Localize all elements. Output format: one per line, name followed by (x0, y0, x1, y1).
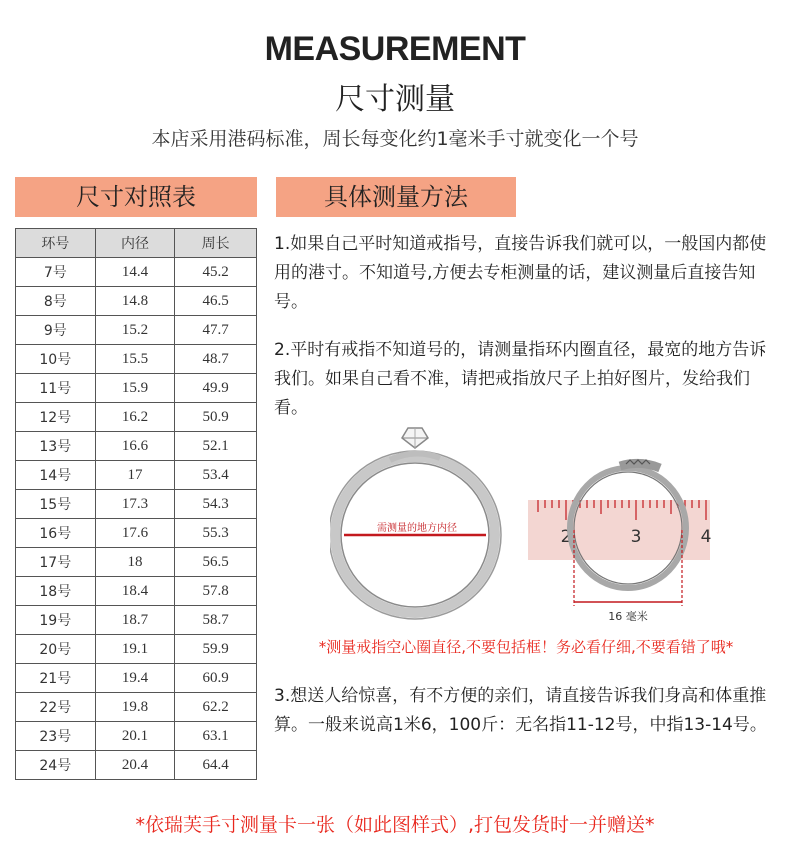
ring-size-cell: 9号 (16, 316, 96, 345)
circumference-cell: 49.9 (175, 374, 257, 403)
ring-size-cell: 24号 (16, 751, 96, 780)
inner-diameter-cell: 16.6 (95, 432, 175, 461)
column-header-ring-size: 环号 (16, 229, 96, 258)
column-header-circumference: 周长 (175, 229, 257, 258)
method-step-2: 2.平时有戒指不知道号的，请测量指环内圈直径，最宽的地方告诉我们。如果自己看不准，请把戒指放尺子上拍好图片，发给我们看。 (274, 340, 767, 418)
ring-size-cell: 12号 (16, 403, 96, 432)
ring-size-cell: 19号 (16, 606, 96, 635)
ring-size-cell: 10号 (16, 345, 96, 374)
circumference-cell: 56.5 (175, 548, 257, 577)
method-step-3: 3.想送人给惊喜，有不方便的亲们，请直接告诉我们身高和体重推算。一般来说高1米6，100斤：无名指11-12号，中指13-14号。 (274, 686, 767, 735)
page-title: MEASUREMENT (264, 30, 526, 68)
ring-size-cell: 18号 (16, 577, 96, 606)
inner-diameter-cell: 17.3 (95, 490, 175, 519)
ring-size-cell: 17号 (16, 548, 96, 577)
table-row (16, 577, 257, 606)
ring-size-cell: 7号 (16, 258, 96, 287)
inner-diameter-cell: 14.4 (95, 258, 175, 287)
circumference-cell: 52.1 (175, 432, 257, 461)
inner-diameter-cell: 16.2 (95, 403, 175, 432)
table-row (16, 722, 257, 751)
inner-diameter-cell: 14.8 (95, 287, 175, 316)
circumference-cell: 64.4 (175, 751, 257, 780)
ring-size-cell: 20号 (16, 635, 96, 664)
circumference-cell: 55.3 (175, 519, 257, 548)
inner-diameter-cell: 17 (95, 461, 175, 490)
gift-card-note: *依瑞芙手寸测量卡一张（如此图样式）,打包发货时一并赠送* (135, 814, 655, 836)
ring-size-cell: 23号 (16, 722, 96, 751)
table-row (16, 403, 257, 432)
ruler-measure-label: 16 毫米 (608, 610, 648, 623)
table-row (16, 345, 257, 374)
table-row (16, 635, 257, 664)
ring-size-cell: 14号 (16, 461, 96, 490)
ring-size-cell: 22号 (16, 693, 96, 722)
inner-diameter-cell: 17.6 (95, 519, 175, 548)
method-step-1: 1.如果自己平时知道戒指号，直接告诉我们就可以，一般国内都使用的港寸。不知道号,方便去专柜测量的话，建议测量后直接告知号。 (274, 234, 767, 312)
ring-size-cell: 13号 (16, 432, 96, 461)
inner-diameter-cell: 15.5 (95, 345, 175, 374)
size-chart-heading: 尺寸对照表 (15, 177, 257, 217)
size-standard-note: 本店采用港码标准，周长每变化约1毫米手寸就变化一个号 (151, 128, 639, 150)
column-header-inner-diameter: 内径 (95, 229, 175, 258)
ring-measurement-illustration (330, 420, 720, 630)
ruler-number-2: 2 (560, 527, 572, 547)
ring-size-cell: 21号 (16, 664, 96, 693)
table-header-row (16, 229, 257, 258)
table-row (16, 461, 257, 490)
inner-diameter-cell: 19.8 (95, 693, 175, 722)
table-row (16, 693, 257, 722)
circumference-cell: 60.9 (175, 664, 257, 693)
table-row (16, 751, 257, 780)
table-row (16, 432, 257, 461)
circumference-cell: 63.1 (175, 722, 257, 751)
table-row (16, 374, 257, 403)
circumference-cell: 62.2 (175, 693, 257, 722)
circumference-cell: 53.4 (175, 461, 257, 490)
circumference-cell: 58.7 (175, 606, 257, 635)
inner-diameter-cell: 18 (95, 548, 175, 577)
table-row (16, 316, 257, 345)
inner-diameter-cell: 19.1 (95, 635, 175, 664)
table-row (16, 606, 257, 635)
circumference-cell: 50.9 (175, 403, 257, 432)
method-heading: 具体测量方法 (276, 177, 516, 217)
table-row (16, 287, 257, 316)
ring-on-ruler-image (528, 460, 711, 623)
ring-with-diamond-image (330, 428, 501, 619)
ruler-number-4: 4 (700, 527, 712, 547)
circumference-cell: 45.2 (175, 258, 257, 287)
inner-diameter-cell: 15.9 (95, 374, 175, 403)
inner-diameter-cell: 20.4 (95, 751, 175, 780)
circumference-cell: 47.7 (175, 316, 257, 345)
inner-diameter-cell: 15.2 (95, 316, 175, 345)
ring-label: 需测量的地方内径 (377, 523, 457, 534)
ring-size-cell: 8号 (16, 287, 96, 316)
ruler-number-3: 3 (630, 527, 642, 547)
circumference-cell: 48.7 (175, 345, 257, 374)
ring-size-cell: 16号 (16, 519, 96, 548)
ring-size-cell: 15号 (16, 490, 96, 519)
ring-size-cell: 11号 (16, 374, 96, 403)
circumference-cell: 46.5 (175, 287, 257, 316)
inner-diameter-cell: 18.4 (95, 577, 175, 606)
table-row (16, 490, 257, 519)
table-row (16, 548, 257, 577)
page-subtitle: 尺寸测量 (335, 82, 455, 117)
measurement-warning: *测量戒指空心圈直径,不要包括框！务必看仔细,不要看错了哦* (318, 638, 734, 656)
circumference-cell: 57.8 (175, 577, 257, 606)
inner-diameter-cell: 18.7 (95, 606, 175, 635)
circumference-cell: 54.3 (175, 490, 257, 519)
table-row (16, 519, 257, 548)
table-row (16, 664, 257, 693)
table-row (16, 258, 257, 287)
size-chart-table (15, 228, 257, 780)
circumference-cell: 59.9 (175, 635, 257, 664)
inner-diameter-cell: 19.4 (95, 664, 175, 693)
inner-diameter-cell: 20.1 (95, 722, 175, 751)
